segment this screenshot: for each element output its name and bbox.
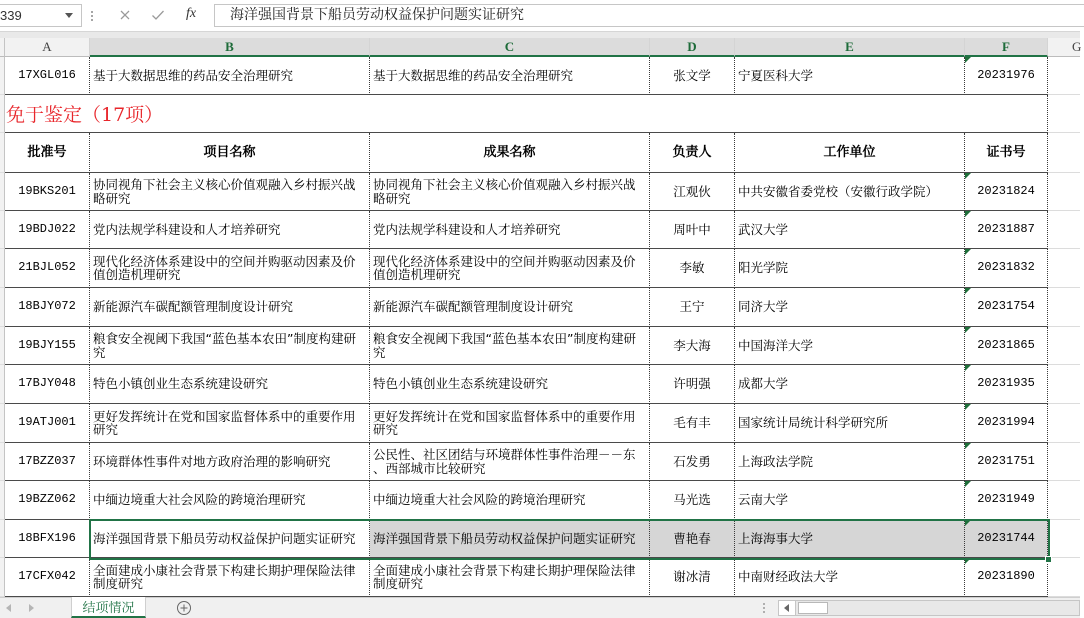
cell-unit[interactable]: 阳光学院 bbox=[735, 249, 965, 288]
table-header-row bbox=[0, 133, 1080, 173]
header-project-name[interactable]: 项目名称 bbox=[90, 133, 370, 173]
cell-leader[interactable]: 李敏 bbox=[650, 249, 735, 288]
cell-leader[interactable]: 曹艳春 bbox=[650, 520, 735, 558]
cell-cert-no[interactable]: 20231744 bbox=[965, 520, 1048, 558]
table-row bbox=[0, 558, 1080, 597]
cell-leader[interactable]: 张文学 bbox=[650, 57, 735, 95]
cell-leader[interactable]: 江观伙 bbox=[650, 173, 735, 211]
cell-approval-no[interactable]: 17BZZ037 bbox=[5, 443, 90, 481]
cell-approval-no[interactable]: 19BZZ062 bbox=[5, 481, 90, 520]
cell-empty[interactable] bbox=[1048, 558, 1080, 597]
cell-unit[interactable]: 上海海事大学 bbox=[735, 520, 965, 558]
column-header-c[interactable]: C bbox=[370, 38, 650, 57]
cell-empty[interactable] bbox=[1048, 288, 1080, 327]
cell-project-name[interactable]: 现代化经济体系建设中的空间并购驱动因素及价值创造机理研究 bbox=[90, 249, 370, 288]
cell-result-name[interactable]: 更好发挥统计在党和国家监督体系中的重要作用研究 bbox=[370, 404, 650, 443]
cell-leader[interactable]: 谢冰清 bbox=[650, 558, 735, 597]
scroll-thumb[interactable] bbox=[798, 602, 828, 614]
more-options-icon[interactable] bbox=[90, 9, 94, 23]
cell-approval-no[interactable]: 21BJL052 bbox=[5, 249, 90, 288]
header-unit[interactable]: 工作单位 bbox=[735, 133, 965, 173]
column-header-g[interactable]: G bbox=[1048, 38, 1080, 57]
cell-unit[interactable]: 上海政法学院 bbox=[735, 443, 965, 481]
cell-approval-no[interactable]: 19ATJ001 bbox=[5, 404, 90, 443]
column-header-a[interactable]: A bbox=[5, 38, 90, 57]
table-row bbox=[0, 173, 1080, 211]
cell-project-name[interactable]: 特色小镇创业生态系统建设研究 bbox=[90, 365, 370, 404]
cell-result-name[interactable]: 党内法规学科建设和人才培养研究 bbox=[370, 211, 650, 249]
cell-approval-no[interactable]: 19BKS201 bbox=[5, 173, 90, 211]
cell-approval-no[interactable]: 17XGL016 bbox=[5, 57, 90, 95]
column-header-e[interactable]: E bbox=[735, 38, 965, 57]
column-header-b[interactable]: B bbox=[90, 38, 370, 57]
cell-project-name[interactable]: 协同视角下社会主义核心价值观融入乡村振兴战略研究 bbox=[90, 173, 370, 211]
name-box[interactable] bbox=[0, 4, 82, 27]
add-sheet-icon[interactable] bbox=[176, 600, 192, 616]
cell-empty[interactable] bbox=[1048, 95, 1080, 133]
scroll-left-icon bbox=[784, 604, 789, 612]
cell-empty[interactable] bbox=[1048, 173, 1080, 211]
cell-result-name[interactable]: 中缅边境重大社会风险的跨境治理研究 bbox=[370, 481, 650, 520]
column-header-f[interactable]: F bbox=[965, 38, 1048, 57]
cell-project-name[interactable]: 全面建成小康社会背景下构建长期护理保险法律制度研究 bbox=[90, 558, 370, 597]
cell-project-name[interactable]: 党内法规学科建设和人才培养研究 bbox=[90, 211, 370, 249]
cell-cert-no[interactable]: 20231754 bbox=[965, 288, 1048, 327]
cell-project-name[interactable]: 新能源汽车碳配额管理制度设计研究 bbox=[90, 288, 370, 327]
cell-cert-no[interactable]: 20231890 bbox=[965, 558, 1048, 597]
table-row bbox=[0, 211, 1080, 249]
section-title[interactable]: 免于鉴定（17项） bbox=[5, 95, 1048, 133]
cell-cert-no[interactable]: 20231994 bbox=[965, 404, 1048, 443]
cell-cert-no[interactable]: 20231751 bbox=[965, 443, 1048, 481]
cell-approval-no[interactable]: 19BDJ022 bbox=[5, 211, 90, 249]
cell-unit[interactable]: 宁夏医科大学 bbox=[735, 57, 965, 95]
cell-cert-no[interactable]: 20231949 bbox=[965, 481, 1048, 520]
cell-result-name[interactable]: 全面建成小康社会背景下构建长期护理保险法律制度研究 bbox=[370, 558, 650, 597]
table-row-selected bbox=[0, 520, 1080, 558]
header-result-name[interactable]: 成果名称 bbox=[370, 133, 650, 173]
close-icon[interactable] bbox=[119, 9, 131, 21]
header-cert-no[interactable]: 证书号 bbox=[965, 133, 1048, 173]
cell-empty[interactable] bbox=[1048, 249, 1080, 288]
cell-unit[interactable]: 武汉大学 bbox=[735, 211, 965, 249]
check-icon[interactable] bbox=[151, 9, 165, 21]
cell-result-name[interactable]: 协同视角下社会主义核心价值观融入乡村振兴战略研究 bbox=[370, 173, 650, 211]
cell-cert-no[interactable]: 20231865 bbox=[965, 327, 1048, 365]
cell-cert-no[interactable]: 20231824 bbox=[965, 173, 1048, 211]
cell-leader[interactable]: 王宁 bbox=[650, 288, 735, 327]
cell-cert-no[interactable]: 20231832 bbox=[965, 249, 1048, 288]
table-row bbox=[0, 365, 1080, 404]
cell-project-name[interactable]: 粮食安全视阈下我国“蓝色基本农田”制度构建研究 bbox=[90, 327, 370, 365]
table-row bbox=[0, 57, 1080, 95]
cell-unit[interactable]: 中南财经政法大学 bbox=[735, 558, 965, 597]
cell-cert-no[interactable]: 20231887 bbox=[965, 211, 1048, 249]
cell-empty[interactable] bbox=[1048, 443, 1080, 481]
header-leader[interactable]: 负责人 bbox=[650, 133, 735, 173]
cell-result-name[interactable]: 特色小镇创业生态系统建设研究 bbox=[370, 365, 650, 404]
cell-approval-no[interactable]: 17BJY048 bbox=[5, 365, 90, 404]
table-row bbox=[0, 288, 1080, 327]
cell-unit[interactable]: 成都大学 bbox=[735, 365, 965, 404]
cell-approval-no[interactable]: 18BFX196 bbox=[5, 520, 90, 558]
scroll-left-button[interactable] bbox=[779, 601, 796, 615]
cell-result-name[interactable]: 新能源汽车碳配额管理制度设计研究 bbox=[370, 288, 650, 327]
table-row bbox=[0, 443, 1080, 481]
cell-result-name[interactable]: 基于大数据思维的药品安全治理研究 bbox=[370, 57, 650, 95]
cell-unit[interactable]: 中国海洋大学 bbox=[735, 327, 965, 365]
cell-cert-no[interactable]: 20231935 bbox=[965, 365, 1048, 404]
cell-unit[interactable]: 中共安徽省委党校（安徽行政学院） bbox=[735, 173, 965, 211]
insert-function-button[interactable]: fx bbox=[186, 6, 197, 21]
section-row bbox=[0, 95, 1080, 133]
column-header-d[interactable]: D bbox=[650, 38, 735, 57]
name-box-value: 339 bbox=[0, 8, 22, 23]
sheet-nav-prev-icon[interactable] bbox=[6, 604, 11, 612]
cell-result-name[interactable]: 粮食安全视阈下我国“蓝色基本农田”制度构建研究 bbox=[370, 327, 650, 365]
cell-approval-no[interactable]: 19BJY155 bbox=[5, 327, 90, 365]
cell-cert-no[interactable]: 20231976 bbox=[965, 57, 1048, 95]
cell-result-name[interactable]: 公民性、社区团结与环境群体性事件治理－－东、西部城市比较研究 bbox=[370, 443, 650, 481]
cell-empty[interactable] bbox=[1048, 365, 1080, 404]
cell-empty[interactable] bbox=[1048, 327, 1080, 365]
chevron-down-icon[interactable] bbox=[65, 13, 73, 18]
cell-project-name[interactable]: 更好发挥统计在党和国家监督体系中的重要作用研究 bbox=[90, 404, 370, 443]
cell-leader[interactable]: 马光选 bbox=[650, 481, 735, 520]
formula-commands bbox=[106, 4, 214, 27]
cell-leader[interactable]: 毛有丰 bbox=[650, 404, 735, 443]
cell-leader[interactable]: 许明强 bbox=[650, 365, 735, 404]
cell-result-name[interactable]: 海洋强国背景下船员劳动权益保护问题实证研究 bbox=[370, 520, 650, 558]
column-header-row bbox=[0, 38, 1080, 57]
cell-unit[interactable]: 国家统计局统计科学研究所 bbox=[735, 404, 965, 443]
more-options-icon[interactable] bbox=[762, 601, 766, 615]
cell-project-name[interactable]: 基于大数据思维的药品安全治理研究 bbox=[90, 57, 370, 95]
sheet-tab-bar bbox=[0, 597, 1080, 618]
cell-result-name[interactable]: 现代化经济体系建设中的空间并购驱动因素及价值创造机理研究 bbox=[370, 249, 650, 288]
cell-empty[interactable] bbox=[1048, 404, 1080, 443]
horizontal-scrollbar[interactable] bbox=[778, 600, 1080, 616]
worksheet-grid bbox=[0, 38, 1080, 597]
cell-empty[interactable] bbox=[1048, 211, 1080, 249]
cell-leader[interactable]: 周叶中 bbox=[650, 211, 735, 249]
cell-empty[interactable] bbox=[1048, 57, 1080, 95]
formula-bar bbox=[0, 0, 1080, 31]
cell-approval-no[interactable]: 18BJY072 bbox=[5, 288, 90, 327]
cell-empty[interactable] bbox=[1048, 133, 1080, 173]
cell-leader[interactable]: 石发勇 bbox=[650, 443, 735, 481]
table-row bbox=[0, 327, 1080, 365]
sheet-tab-active[interactable]: 结项情况 bbox=[71, 597, 146, 618]
cell-project-name[interactable]: 环境群体性事件对地方政府治理的影响研究 bbox=[90, 443, 370, 481]
cell-empty[interactable] bbox=[1048, 520, 1080, 558]
header-approval-no[interactable]: 批准号 bbox=[5, 133, 90, 173]
cell-leader[interactable]: 李大海 bbox=[650, 327, 735, 365]
sheet-nav-next-icon[interactable] bbox=[29, 604, 34, 612]
toolbar-divider bbox=[0, 31, 1080, 38]
table-row bbox=[0, 249, 1080, 288]
fill-handle[interactable] bbox=[1045, 556, 1052, 563]
cell-approval-no[interactable]: 17CFX042 bbox=[5, 558, 90, 597]
formula-input[interactable] bbox=[214, 4, 1084, 27]
table-row bbox=[0, 481, 1080, 520]
active-cell-project-name[interactable]: 海洋强国背景下船员劳动权益保护问题实证研究 bbox=[90, 520, 370, 558]
cell-unit[interactable]: 云南大学 bbox=[735, 481, 965, 520]
formula-text: 海洋强国背景下船员劳动权益保护问题实证研究 bbox=[230, 7, 524, 23]
cell-unit[interactable]: 同济大学 bbox=[735, 288, 965, 327]
table-row bbox=[0, 404, 1080, 443]
cell-empty[interactable] bbox=[1048, 481, 1080, 520]
cell-project-name[interactable]: 中缅边境重大社会风险的跨境治理研究 bbox=[90, 481, 370, 520]
